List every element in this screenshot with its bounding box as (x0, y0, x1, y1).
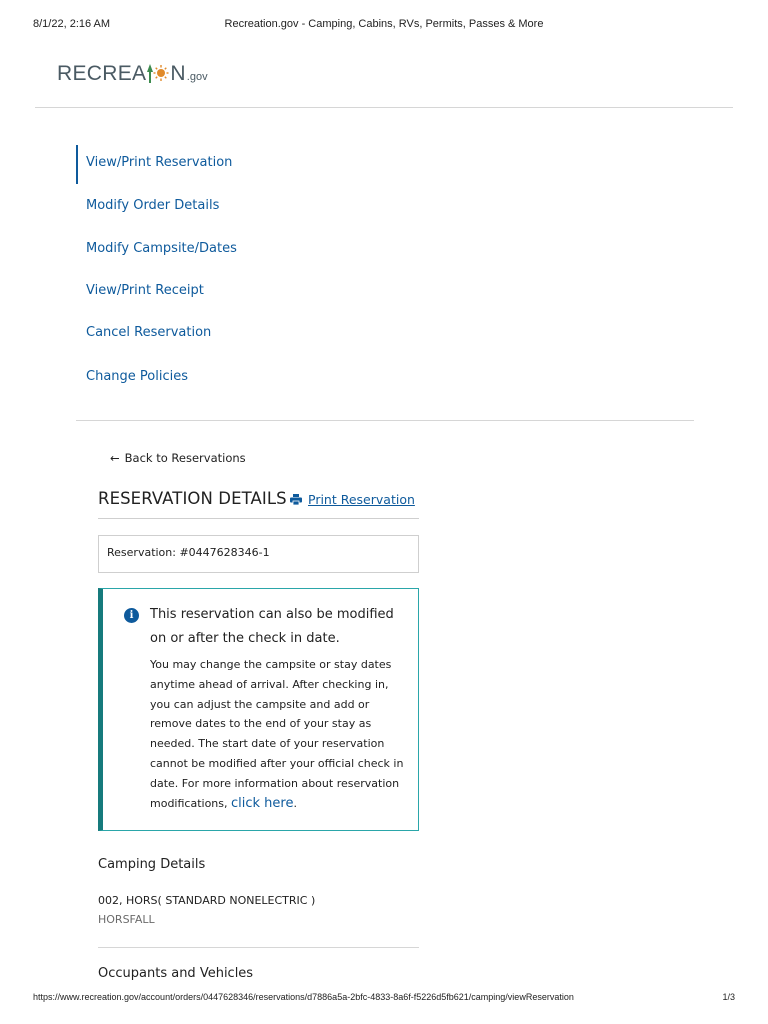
occupants-vehicles-heading: Occupants and Vehicles (98, 966, 254, 981)
camping-divider (98, 947, 419, 948)
nav-divider (76, 420, 694, 421)
reservation-number-box (98, 535, 419, 573)
print-page-number: 1/3 (722, 992, 735, 1002)
campsite-name: 002, HORS( STANDARD NONELECTRIC ) (98, 894, 316, 907)
active-nav-indicator (76, 145, 78, 184)
reservation-number-value: #0447628346-1 (179, 546, 270, 559)
campsite-loop: HORSFALL (98, 913, 155, 926)
print-datetime: 8/1/22, 2:16 AM (33, 18, 111, 30)
nav-view-print-receipt[interactable]: View/Print Receipt (86, 283, 204, 298)
info-icon: i (124, 608, 139, 623)
camping-details-heading: Camping Details (98, 857, 206, 872)
info-body (150, 655, 408, 813)
click-here-link[interactable]: click here (231, 795, 294, 811)
info-body-suffix: . (293, 796, 297, 810)
nav-cancel-reservation[interactable]: Cancel Reservation (86, 325, 212, 340)
reservation-details-title: RESERVATION DETAILS (98, 489, 287, 508)
reservation-number-label: Reservation: (107, 546, 176, 559)
logo-text-end: N (170, 62, 186, 85)
print-reservation-button[interactable] (290, 492, 415, 507)
logo-suffix: .gov (186, 71, 208, 83)
title-divider (98, 518, 419, 519)
nav-modify-campsite-dates[interactable]: Modify Campsite/Dates (86, 241, 237, 256)
nav-change-policies[interactable]: Change Policies (86, 369, 188, 384)
info-heading: This reservation can also be modified on or after the check in date. (150, 607, 394, 646)
print-page-title: Recreation.gov - Camping, Cabins, RVs, Permits, Passes & More (224, 18, 544, 30)
logo-text-start: RECREA (57, 62, 147, 85)
info-body-text: You may change the campsite or stay dates anytime ahead of arrival. After checking in, you can adjust the campsite and add or remove dates to the end of your stay as needed. The start date of your reservation cannot be modified after your official check in date. For more information about reservation modifications, (150, 658, 404, 810)
modification-info-callout (98, 588, 419, 831)
back-to-reservations-link[interactable] (110, 451, 246, 465)
back-link-label: Back to Reservations (124, 451, 246, 465)
recreation-gov-logo[interactable] (57, 59, 208, 85)
print-reservation-label: Print Reservation (308, 492, 415, 507)
nav-modify-order-details[interactable]: Modify Order Details (86, 198, 220, 213)
header-divider (35, 107, 733, 108)
printer-icon (290, 494, 302, 505)
arrow-left-icon: ← (110, 451, 120, 465)
print-footer-url: https://www.recreation.gov/account/orders/0447628346/reservations/d7886a5a-2bfc-4833-8a6f-f5226d5fb621/camping/viewReservation (33, 992, 574, 1002)
tree-sun-logo-mark-icon (147, 62, 169, 84)
nav-view-print-reservation[interactable]: View/Print Reservation (86, 155, 233, 170)
